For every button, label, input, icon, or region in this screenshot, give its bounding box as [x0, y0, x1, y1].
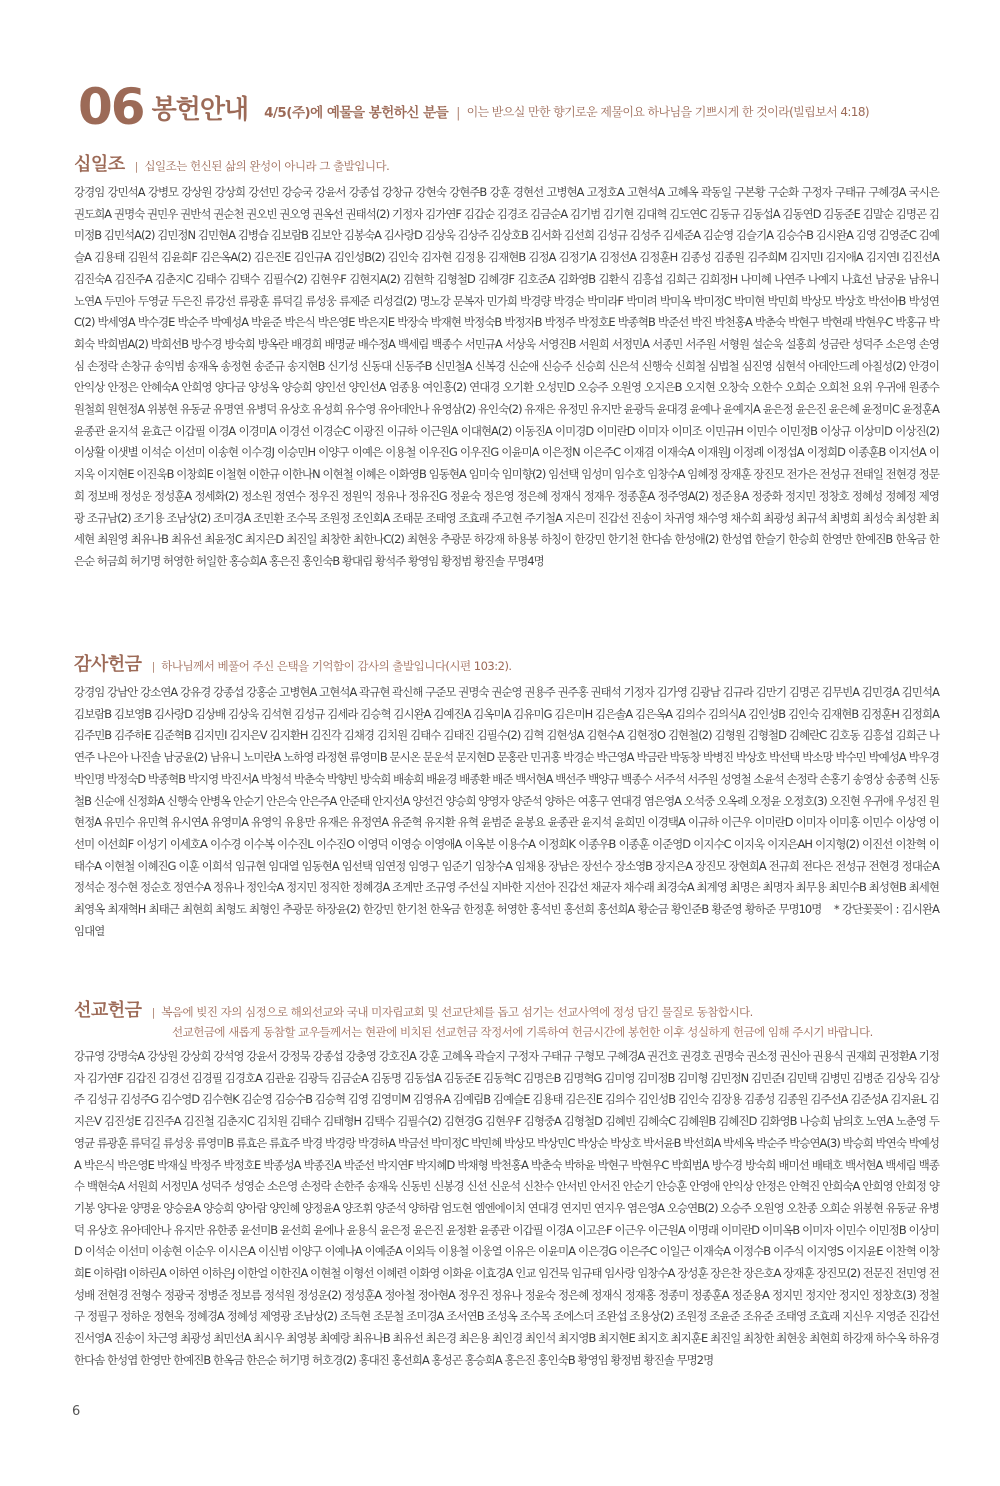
mission-heading [74, 996, 939, 1022]
page-number: 6 [72, 1404, 81, 1419]
tithe-names: 강경임 강민석A 강병모 강상원 강상희 강선민 강승국 강윤서 강종섭 강창규 강현숙 강현주B 강훈 경현선 고병현A 고정호A 고현석A 고혜옥 곽동일 구본황 구순화 구정자 구태규 구혜경A 국시은 권도희A 권명숙 권민우 권반석 권순천 권오빈 권오영 권옥선 권태석(2) 기정자 김가연F 김갑순 김경조 김금순A 김기범 김기현 김대혁 김도연C 김동규 김동섭A 김동연D 김동준E 김말순 김명곤 김미정B 김민석A(2) 김민정N 김민현A 김병습 김보람B 김보안 김봉숙A 김사랑D 김상욱 김상주 김상호B 김서화 김선희 김성규 김성주 김세준A 김순영 김슬기A 김승수B 김시완A 김영 김영준C 김예슬A 김용태 김원석 김윤희F 김은옥A(2) 김은진E 김인규A 김인성B(2) 김인숙 김자현 김정용 김재현B 김정A 김정기A 김정선A 김정훈H 김종성 김종원 김주희M 김지민I 김지애A 김지연I 김진선A 김진숙A 김진주A 김춘지C 김태수 김택수 김필수(2) 김현우F 김현지A(2) 김현학 김형철D 김혜경F 김호준A 김화영B 김환식 김흥섭 김희근 김희정H 나미혜 나연주 나예지 나효선 남궁윤 남유니 노연A 두민아 두영균 두은진 류강선 류광훈 류덕길 류성웅 류제준 리성걸(2) 명노강 문복자 민가희 박경량 박경순 박미라F 박미려 박미옥 박미정C 박미현 박민희 박상모 박상호 박선아B 박성연C(2) 박세영A 박수경E 박순주 박예성A 박윤준 박은식 박은영E 박은지E 박장숙 박재현 박정숙B 박정자B 박정주 박정호E 박종혁B 박준선 박진 박천홍A 박춘숙 박현구 박현래 박현우C 박홍규 박회숙 박희범A(2) 박희선B 방수경 방숙희 방옥란 배경희 배명균 배수정A 백세림 백종수 서민규A 서상욱 서영진B 서원희 서정민A 서종민 서주원 서형원 설순욱 설홍희 성금란 성덕주 소은영 손영심 손정락 손창규 송익범 송재옥 송정현 송준규 송지현B 신기성 신동대 신동주B 신민철A 신복경 신순애 신승주 신승희 신은석 신행숙 신희철 심법철 심진영 심현석 아데안드레 아칠성(2) 안경이 안익상 안정은 안혜숙A 안희영 양다금 양성옥 양승희 양인선 양인선A 엄종용 여인홍(2) 연대경 오기환 오성민D 오승주 오원영 오지은B 오지현 오창숙 오한수 오희순 오희천 요위 우귀애 원종수 원철희 원현정A 위봉현 유동균 유명연 유병덕 유상호 유성희 유수영 유아데안나 유영삼(2) 유인숙(2) 유재은 유정민 유지만 윤광득 윤대경 윤예나 윤예지A 윤은정 윤은진 윤은혜 윤정미C 윤정훈A 윤종관 윤지석 윤효근 이갑필 이경A 이경미A 이경선 이경순C 이광진 이규하 이근원A 이대현A(2) 이동진A 이미경D 이미란D 이미자 이미조 이민규H 이민수 이민정B 이상규 이상미D 이상진(2) 이상활 이샛별 이석순 이선미 이송현 이수경J 이승민H 이양구 이예은 이용철 이우진G 이우진G 이윤미A 이은정N 이은주C 이재겸 이재숙A 이재원J 이정례 이정섭A 이정희D 이종훈B 이지선A 이지욱 이지현E 이진욱B 이창희E 이철현 이한규 이한나N 이현철 이혜은 이화영B 임동현A 임미숙 임미향(2) 임선택 임성미 임수호 임창수A 임혜정 장재훈 장진모 전가은 전성규 전태일 전현경 정문희 정보배 정성운 정성훈A 정세화(2) 정소원 정연수 정우진 정원익 정유나 정유진G 정윤숙 정은영 정은혜 정재식 정재우 정종훈A 정주영A(2) 정준용A 정중화 정지민 정창호 정혜성 정혜정 제영광 조규남(2) 조기용 조남상(2) 조미경A 조민환 조수목 조원정 조인회A 조태문 조태영 조효래 주고현 주기철A 지은미 진갑선 진송이 차귀영 채수영 채수희 최광성 최규석 최병희 최성숙 최성환 최세현 최원영 최유나B 최유선 최윤정C 최지은D 최진일 최창한 최한나C(2) 최현웅 추광문 하강재 하용봉 하칭이 한강민 한기천 한다솜 한성애(2) 한성엽 한슬기 한승희 한영만 한예진B 한옥금 한은순 허금희 허기명 허영한 허일한 홍승희A 홍은진 홍인숙B 황대림 황석주 황영임 황정범 황진솔 무명4명 [74, 185, 939, 568]
tithe-separator: | [134, 160, 139, 173]
header-separator: | [456, 106, 461, 121]
section-number: 06 [78, 78, 144, 136]
mission-title: 선교헌금 [74, 1000, 142, 1021]
mission-description-2: 선교헌금에 새롭게 동참할 교우들께서는 현관에 비치된 선교헌금 작정서에 기록하여 헌금시간에 봉헌한 이후 성실하게 헌금에 임해 주시기 바랍니다. [172, 1025, 873, 1039]
tithe-title: 십일조 [74, 154, 125, 175]
mission-section [74, 996, 939, 1372]
thanks-description: 하나님께서 베풀어 주신 은택을 기억함이 감사의 출발입니다(시편 103:2). [161, 659, 512, 673]
section-title: 봉헌안내 [151, 95, 249, 125]
mission-names: 강규영 강명숙A 강상원 강상희 강석영 강윤서 강정묵 강종섭 강충영 강호진A 강훈 고혜옥 곽슬지 구정자 구태규 구형모 구혜경A 권건호 권경호 권명숙 권소정 권신아 권용식 권재희 권정환A 기정자 김가연F 김갑진 김경선 김경필 김경호A 김관윤 김광득 김금순A 김동명 김동섭A 김동준E 김동혁C 김명은B 김명혁G 김미영 김미정B 김미형 김민정N 김민준I 김민택 김병민 김병준 김상욱 김상주 김성규 김성주G 김수영D 김수현K 김순영 김승수B 김승혁 김영 김영미M 김영유A 김예림B 김예슬E 김용태 김은진E 김의수 김인성B 김인숙 김장용 김종성 김종원 김주선A 김준성A 김지윤L 김지은V 김진성E 김진주A 김진철 김춘지C 김치원 김태수 김태형H 김택수 김필수(2) 김현경G 김현우F 김형중A 김형철D 김혜빈 김혜숙C 김혜원B 김혜진D 김화영B 나승희 남의호 노연A 노춘영 두영균 류광훈 류덕길 류성웅 류영미B 류효은 류효주 박경 박경랑 박경하A 박금선 박미정C 박민혜 박상모 박상민C 박상순 박상호 박서윤B 박선희A 박세옥 박순주 박승연A(3) 박승희 박연숙 박예성A 박은식 박은영E 박재실 박정주 박정호E 박종성A 박종진A 박준선 박지연F 박지혜D 박채형 박천홍A 박춘숙 박하윤 박현구 박현우C 박희범A 방수경 방숙희 배미선 배태호 백서현A 백세림 백종수 백현숙A 서원희 서정민A 성덕주 성영순 소은영 손정락 손한주 송재욱 신동빈 신봉경 신선 신운석 신찬수 안서빈 안서진 안순기 안승훈 안영애 안익상 안정은 안혁진 안희숙A 안희영 안희정 양기봉 양다윤 양명윤 양승윤A 양승희 양아람 양인혜 양정윤A 양조휘 양준석 양하람 엄도현 엠엔에이치 연대경 연지민 연지우 염은영A 오승연B(2) 오승주 오원영 오찬종 오희순 위봉현 유동균 유병덕 유상호 유아데안나 유지만 유한종 윤선미B 윤선희 윤에나 윤용식 윤은정 윤은진 윤정환 윤종관 이갑필 이경A 이고은F 이근우 이근원A 이명래 이미란D 이미옥B 이미자 이민수 이민정B 이상미D 이석순 이선미 이송현 이순우 이시은A 이신범 이양구 이예나A 이예준A 이외득 이용철 이웅열 이유은 이윤미A 이은경G 이은주C 이일근 이재숙A 이정수B 이주식 이지영S 이지윤E 이찬혁 이창희E 이하람I 이하린A 이하연 이하은J 이한얼 이한진A 이현철 이형선 이혜련 이화영 이화윤 이효경A 인교 임건묵 임규태 임사랑 임창수A 장성훈 장은찬 장은호A 장재훈 장진모(2) 전문진 전민영 전성배 전현경 전형수 정광국 정병준 정보름 정석원 정성운(2) 정성훈A 정아철 정아현A 정우진 정유나 정윤숙 정은혜 정재식 정재홍 정종미 정종훈A 정준용A 정지민 정지안 정지인 정창호(3) 정철구 정필구 정하운 정현욱 정혜경A 정혜성 제영광 조남상(2) 조득현 조문철 조미경A 조서연B 조성옥 조수목 조에스더 조완섭 조용상(2) 조원정 조윤준 조유준 조태영 조효래 지신우 지영준 진갑선 진서영A 진송이 차근영 최광성 최민선A 최시우 최영봉 최예랑 최유나B 최유선 최은경 최은용 최인경 최인석 최지영B 최지현E 최지호 최지훈E 최진일 최창한 최현웅 최현희 하강재 하수옥 하유경 한다솜 한성엽 한영만 한예진B 한옥금 한은순 허기명 허호경(2) 홍대진 홍선희A 홍성곤 홍승희A 홍은진 홍인숙B 황영임 황정범 황진솔 무명2명 [74, 1049, 939, 1367]
thanks-title: 감사헌금 [74, 654, 142, 675]
section-header [78, 72, 938, 136]
tithe-description: 십일조는 헌신된 삶의 완성이 아니라 그 출발입니다. [144, 159, 390, 173]
thanks-names-list: 강경임 강남안 강소연A 강유경 강종섭 강홍순 고병현A 고현석A 곽규현 곽신해 구준모 권명숙 권순영 권용주 권주홍 권태석 기정자 김가영 김광남 김규라 김만기 김명곤 김무빈A 김민경A 김민석A 김보람B 김보영B 김사랑D 김상배 김상욱 김석현 김성규 김세라 김승혁 김시완A 김예진A 김옥미A 김유미G 김은미H 김은솔A 김은옥A 김의수 김의식A 김인성B 김인숙 김재현B 김정훈H 김정희A 김주민B 김주하E 김준혁B 김지민I 김지은V 김지환H 김진각 김채경 김치원 김태수 김태진 김필수(2) 김혁 김현성A 김현수A 김현정O 김현철(2) 김형원 김형철D 김혜란C 김호동 김흥섭 김희근 나연주 나은아 나진솔 남궁윤(2) 남유니 노미란A 노하영 라정현 류영미B 문시온 문운석 문지현D 문홍란 민귀홍 박경순 박근영A 박금란 박동창 박병진 박상호 박선택 박소망 박수민 박예성A 박우경 박인명 박정숙D 박종혁B 박지영 박진서A 박청석 박춘숙 박향빈 방숙희 배송희 배윤경 배종환 배준 백서현A 백선주 백양규 백종수 서주석 서주원 성영철 소윤석 손정락 손홍기 송영상 송종혁 신동철B 신순애 신정화A 신행숙 안병옥 안순기 안은숙 안은주A 안준태 안지선A 양선건 양승희 양영자 양준석 양하은 여홍구 연대경 염은영A 오석중 오옥례 오정윤 오정호(3) 오진현 우귀애 우성진 원현정A 유민수 유민혁 유시연A 유영미A 유영익 유용만 유재은 유정연A 유준혁 유지환 유혁 윤범준 윤봉요 윤종관 윤지석 윤희민 이경택A 이규하 이근우 이미란D 이미자 이미홍 이민수 이상영 이선미 이선희F 이성기 이세호A 이수경 이수복 이수진L 이수진O 이영덕 이영승 이영애A 이옥분 이용수A 이정희K 이종우B 이종훈 이준영D 이지수C 이지욱 이지은AH 이지형(2) 이진선 이찬혁 이태수A 이현철 이혜진G 이훈 이희석 임규현 임대열 임동현A 임선택 임연정 임영구 임준기 임창수A 임채용 장남은 장선수 장소영B 장지은A 장진모 장현희A 전규희 전다은 전성규 전현경 정대순A 정석순 정수현 정순호 정연수A 정유나 정인숙A 정지민 정직한 정혜경A 조계만 조규영 주선실 지바한 지선아 진갑선 채균자 채수래 최경숙A 최계영 최명은 최명자 최무용 최민수B 최성현B 최세현 최영옥 최재혁H 최태근 최현희 최형도 최형인 추광문 하장윤(2) 한강민 한기천 한옥금 한정훈 허영한 홍석빈 홍선희 홍선희A 황순금 황인준B 황준영 황하준 무명10명 [74, 685, 939, 917]
mission-description: 복음에 빚진 자의 심정으로 해외선교와 국내 미자립교회 및 선교단체를 돕고 섬기는 선교사역에 정성 담긴 물질로 동참합시다. [161, 1005, 753, 1019]
tithe-heading [74, 150, 939, 176]
thanks-separator: | [151, 660, 156, 673]
header-verse: 이는 받으실 만한 향기로운 제물이요 하나님을 기쁘시게 한 것이라(빌립보서 4:18) [466, 105, 869, 119]
mission-separator: | [151, 1006, 156, 1019]
tithe-section [74, 150, 939, 573]
thanks-section [74, 650, 939, 942]
thanks-footnote: * 강단꽃꽂이 : 김시완A 임대열 [74, 902, 939, 938]
thanks-heading [74, 650, 939, 676]
thanks-names [74, 682, 939, 942]
section-subtitle: 4/5(주)에 예물을 봉헌하신 분들 [264, 105, 449, 121]
